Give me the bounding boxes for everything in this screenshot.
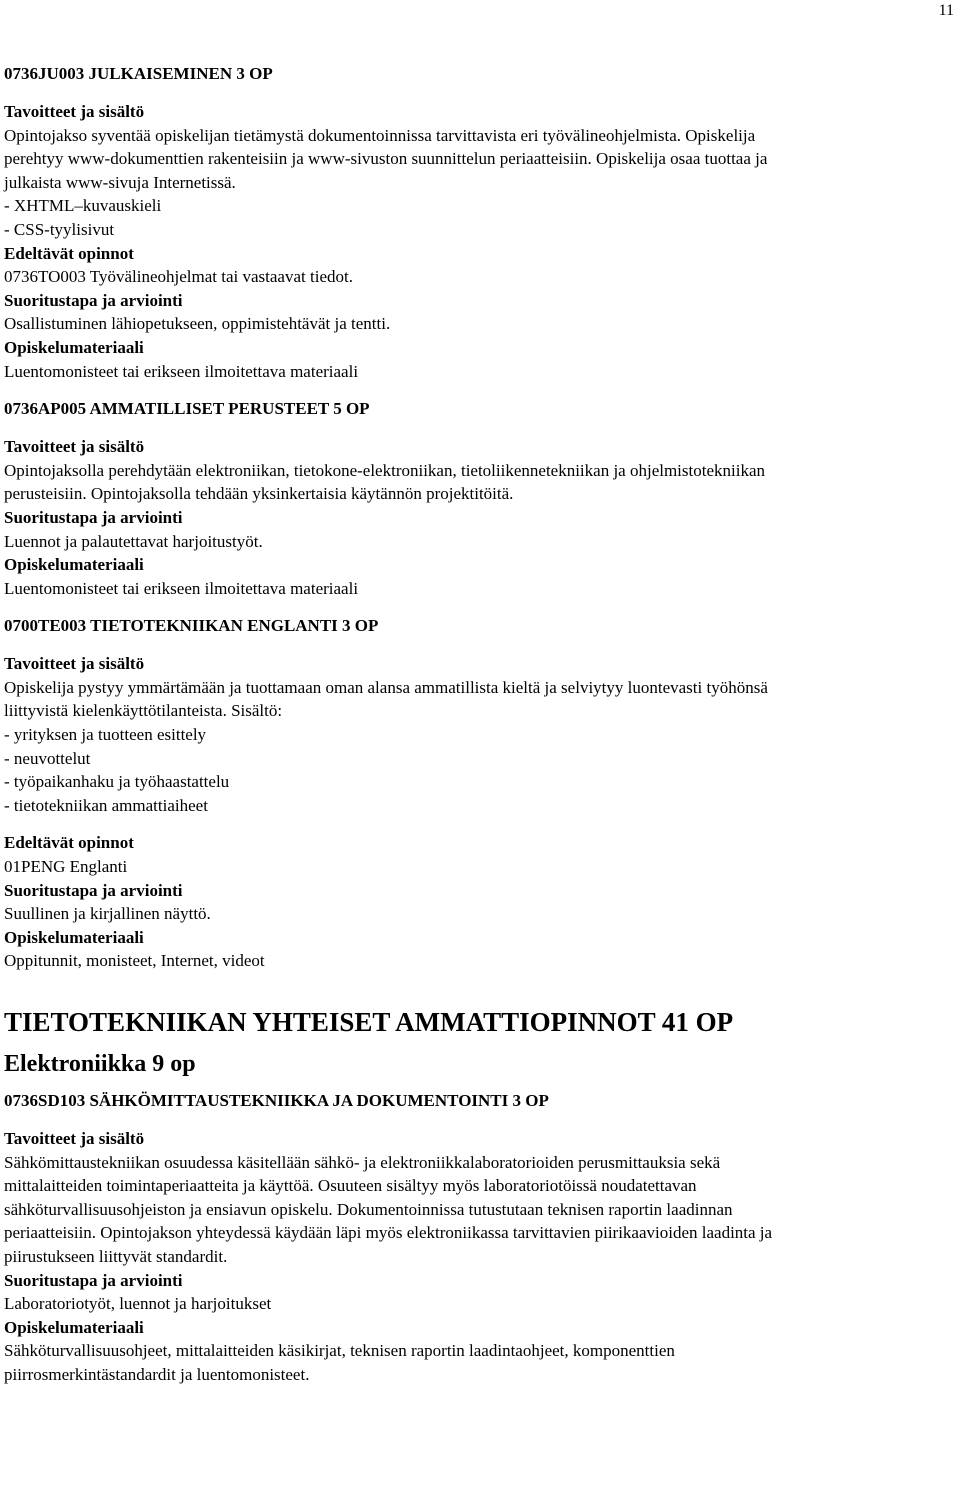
- goals-text: mittalaitteiden toimintaperiaatteita ja käyttöä. Osuuteen sisältyy myös laboratoriotöissä noudatettavan: [4, 1176, 697, 1196]
- prerequisites-text: 0736TO003 Työvälineohjelmat tai vastaavat tiedot.: [4, 267, 353, 287]
- prerequisites-text: 01PENG Englanti: [4, 857, 128, 877]
- assessment-text: Laboratoriotyöt, luennot ja harjoitukset: [4, 1294, 272, 1314]
- assessment-text: Suullinen ja kirjallinen näyttö.: [4, 904, 211, 924]
- materials-text: Luentomonisteet tai erikseen ilmoitettava materiaali: [4, 361, 359, 381]
- heading-goals: Tavoitteet ja sisältö: [4, 654, 145, 674]
- section-heading-common-studies: TIETOTEKNIIKAN YHTEISET AMMATTIOPINNOT 41 OP: [4, 1007, 734, 1037]
- heading-goals: Tavoitteet ja sisältö: [4, 1129, 145, 1148]
- goals-text: sähköturvallisuusohjeiston ja ensiavun opiskelu. Dokumentoinnissa tutustutaan teknisen raportin laadinnan: [4, 1199, 733, 1219]
- course-title-tietotekniikan-englanti: 0700TE003 TIETOTEKNIIKAN ENGLANTI 3 OP: [4, 616, 379, 636]
- goals-text: Opiskelija pystyy ymmärtämään ja tuottamaan oman alansa ammatillista kieltä ja selviytyy luontevasti työhönsä: [4, 677, 768, 697]
- materials-text: Oppitunnit, monisteet, Internet, videot: [4, 951, 265, 971]
- materials-text: Luentomonisteet tai erikseen ilmoitettava materiaali: [4, 578, 359, 598]
- course-title-ammatilliset-perusteet: 0736AP005 AMMATILLISET PERUSTEET 5 OP: [4, 399, 370, 419]
- goals-text: perusteisiin. Opintojaksolla tehdään yksinkertaisia käytännön projektitöitä.: [4, 484, 514, 504]
- goals-list-item: - tietotekniikan ammattiaiheet: [4, 795, 208, 815]
- goals-text: Sähkömittaustekniikan osuudessa käsitellään sähkö- ja elektroniikkalaboratorioiden perusmittauksia sekä: [4, 1152, 721, 1172]
- goals-list-item: - työpaikanhaku ja työhaastattelu: [4, 772, 230, 792]
- heading-materials: Opiskelumateriaali: [4, 337, 144, 357]
- page-number: 11: [938, 2, 954, 19]
- heading-assessment: Suoritustapa ja arviointi: [4, 507, 183, 527]
- course-title-sahkomittaustekniikka: 0736SD103 SÄHKÖMITTAUSTEKNIIKKA JA DOKUMENTOINTI 3 OP: [4, 1091, 549, 1110]
- materials-text: piirrosmerkintästandardit ja luentomonisteet.: [4, 1364, 310, 1384]
- heading-goals: Tavoitteet ja sisältö: [4, 102, 145, 121]
- heading-materials: Opiskelumateriaali: [4, 1317, 144, 1337]
- goals-list-item: - neuvottelut: [4, 748, 91, 768]
- heading-assessment: Suoritustapa ja arviointi: [4, 290, 183, 310]
- goals-list-item: - CSS-tyylisivut: [4, 219, 115, 239]
- goals-text: Opintojaksolla perehdytään elektroniikan, tietokone-elektroniikan, tietoliikennetekniikan ja ohjelmistotekniikan: [4, 460, 766, 480]
- goals-text: periaatteisiin. Opintojakson yhteydessä käydään läpi myös elektroniikassa tarvittavien piirikaavioiden laadinta ja: [4, 1223, 773, 1243]
- heading-materials: Opiskelumateriaali: [4, 555, 144, 575]
- heading-prerequisites: Edeltävät opinnot: [4, 243, 134, 263]
- assessment-text: Luennot ja palautettavat harjoitustyöt.: [4, 531, 263, 551]
- heading-materials: Opiskelumateriaali: [4, 927, 144, 947]
- goals-text: perehtyy www-dokumenttien rakenteisiin ja www-sivuston suunnittelun periaatteisiin. Opiskelija osaa tuottaa ja: [4, 149, 768, 169]
- heading-assessment: Suoritustapa ja arviointi: [4, 880, 183, 900]
- course-title-julkaiseminen: 0736JU003 JULKAISEMINEN 3 OP: [4, 64, 273, 83]
- goals-list-item: - XHTML–kuvauskieli: [4, 196, 162, 216]
- goals-text: piirustukseen liittyvät standardit.: [4, 1246, 228, 1266]
- goals-text: julkaista www-sivuja Internetissä.: [4, 172, 236, 192]
- heading-goals: Tavoitteet ja sisältö: [4, 437, 145, 457]
- goals-text: Opintojakso syventää opiskelijan tietämystä dokumentoinnissa tarvittavista eri työvälineohjelmista. Opiskelija: [4, 125, 756, 145]
- materials-text: Sähköturvallisuusohjeet, mittalaitteiden käsikirjat, teknisen raportin laadintaohjeet, komponenttien: [4, 1341, 675, 1361]
- goals-list-item: - yrityksen ja tuotteen esittely: [4, 725, 207, 745]
- heading-prerequisites: Edeltävät opinnot: [4, 833, 134, 853]
- document-body: [4, 62, 940, 1387]
- subsection-heading-elektroniikka: Elektroniikka 9 op: [4, 1051, 196, 1077]
- goals-text: liittyvistä kielenkäyttötilanteista. Sisältö:: [4, 701, 283, 721]
- assessment-text: Osallistuminen lähiopetukseen, oppimistehtävät ja tentti.: [4, 314, 391, 334]
- heading-assessment: Suoritustapa ja arviointi: [4, 1270, 183, 1290]
